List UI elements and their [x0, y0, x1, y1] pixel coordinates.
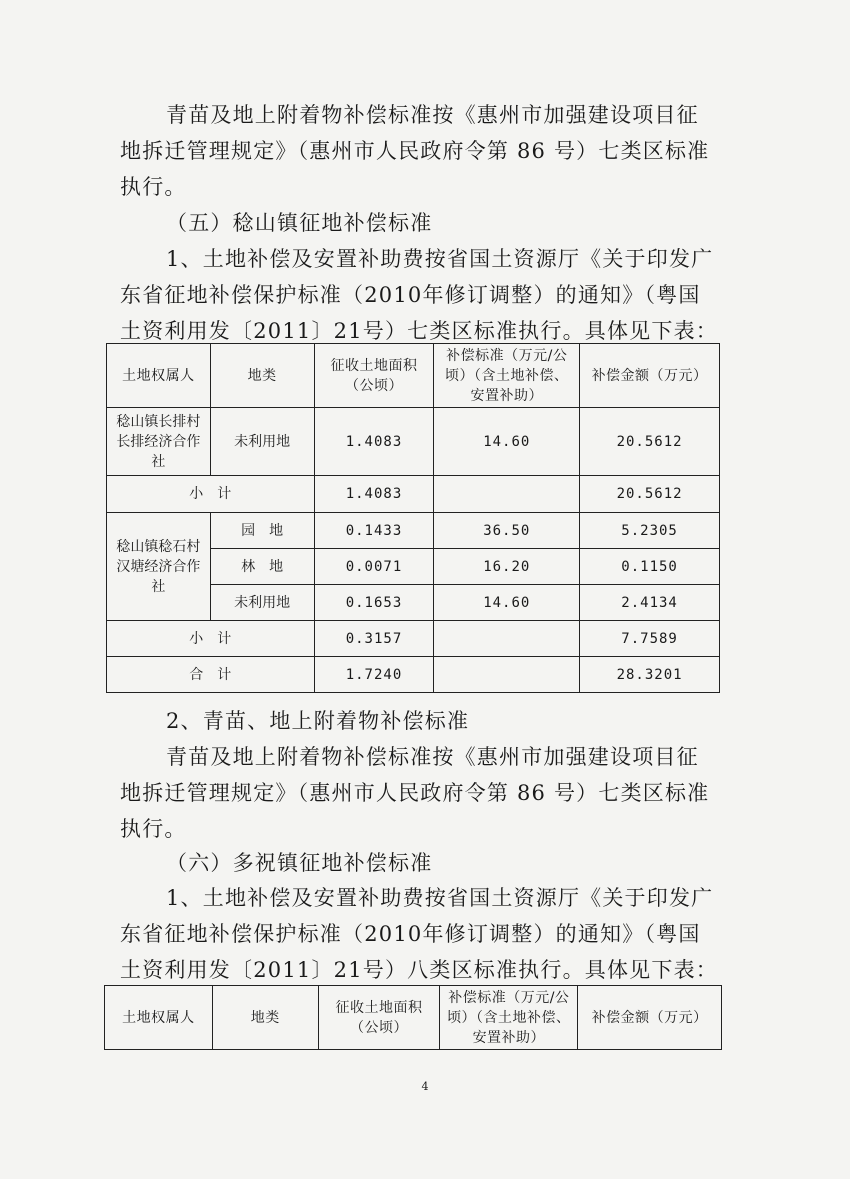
header-land-type: 地类 — [212, 986, 318, 1050]
subtotal-standard-empty — [434, 621, 580, 657]
total-amount: 28.3201 — [580, 657, 720, 693]
total-area: 1.7240 — [314, 657, 434, 693]
header-amount: 补偿金额（万元） — [580, 344, 720, 408]
area-cell: 0.1433 — [314, 513, 434, 549]
paragraph-land-compensation-2: 1、土地补偿及安置补助费按省国土资源厅《关于印发广东省征地补偿保护标准（2010年修订调整）的通知》（粤国土资利用发〔2011〕21号）八类区标准执行。具体见下表： — [120, 886, 718, 982]
subtotal-row — [107, 621, 720, 657]
land-type-cell: 园 地 — [210, 513, 314, 549]
paragraph-land-compensation-1: 1、土地补偿及安置补助费按省国土资源厅《关于印发广东省征地补偿保护标准（2010年修订调整）的通知》（粤国土资利用发〔2011〕21号）七类区标准执行。具体见下表： — [120, 247, 718, 343]
page-number: 4 — [421, 1080, 429, 1093]
header-owner: 土地权属人 — [107, 344, 211, 408]
compensation-table-2 — [104, 985, 722, 1050]
header-area: 征收土地面积（公顷） — [318, 986, 440, 1050]
standard-cell: 36.50 — [434, 513, 580, 549]
area-cell: 0.0071 — [314, 549, 434, 585]
land-type-cell: 未利用地 — [210, 585, 314, 621]
table-header-row — [107, 344, 720, 408]
amount-cell: 2.4134 — [580, 585, 720, 621]
standard-cell: 14.60 — [434, 408, 580, 476]
paragraph-seedling-standard-2: 青苗及地上附着物补偿标准按《惠州市加强建设项目征地拆迁管理规定》（惠州市人民政府令第 86 号）七类区标准执行。 — [120, 745, 710, 841]
table-header-row — [105, 986, 722, 1050]
area-cell: 0.1653 — [314, 585, 434, 621]
header-land-type: 地类 — [210, 344, 314, 408]
amount-cell: 5.2305 — [580, 513, 720, 549]
total-standard-empty — [434, 657, 580, 693]
subtotal-area: 1.4083 — [314, 476, 434, 513]
table-row — [107, 513, 720, 549]
header-standard: 补偿标准（万元/公顷）（含土地补偿、安置补助） — [440, 986, 578, 1050]
section-heading-2: 2、青苗、地上附着物补偿标准 — [166, 709, 470, 733]
amount-cell: 0.1150 — [580, 549, 720, 585]
header-area: 征收土地面积（公顷） — [314, 344, 434, 408]
total-label: 合 计 — [107, 657, 315, 693]
standard-cell: 16.20 — [434, 549, 580, 585]
amount-cell: 20.5612 — [580, 408, 720, 476]
header-owner: 土地权属人 — [105, 986, 213, 1050]
table-row — [107, 408, 720, 476]
header-standard: 补偿标准（万元/公顷）（含土地补偿、安置补助） — [434, 344, 580, 408]
subtotal-label: 小 计 — [107, 476, 315, 513]
area-cell: 1.4083 — [314, 408, 434, 476]
compensation-table-1 — [106, 343, 720, 693]
section-heading-5: （五）稔山镇征地补偿标准 — [166, 211, 433, 235]
subtotal-amount: 20.5612 — [580, 476, 720, 513]
subtotal-label: 小 计 — [107, 621, 315, 657]
paragraph-seedling-standard-1: 青苗及地上附着物补偿标准按《惠州市加强建设项目征地拆迁管理规定》（惠州市人民政府令第 86 号）七类区标准执行。 — [120, 103, 710, 199]
section-heading-6: （六）多祝镇征地补偿标准 — [166, 851, 433, 875]
subtotal-standard-empty — [434, 476, 580, 513]
subtotal-amount: 7.7589 — [580, 621, 720, 657]
subtotal-area: 0.3157 — [314, 621, 434, 657]
total-row — [107, 657, 720, 693]
subtotal-row — [107, 476, 720, 513]
header-amount: 补偿金额（万元） — [578, 986, 722, 1050]
owner-cell: 稔山镇长排村长排经济合作社 — [107, 408, 211, 476]
land-type-cell: 未利用地 — [210, 408, 314, 476]
land-type-cell: 林 地 — [210, 549, 314, 585]
owner-cell: 稔山镇稔石村汉塘经济合作社 — [107, 513, 211, 621]
standard-cell: 14.60 — [434, 585, 580, 621]
